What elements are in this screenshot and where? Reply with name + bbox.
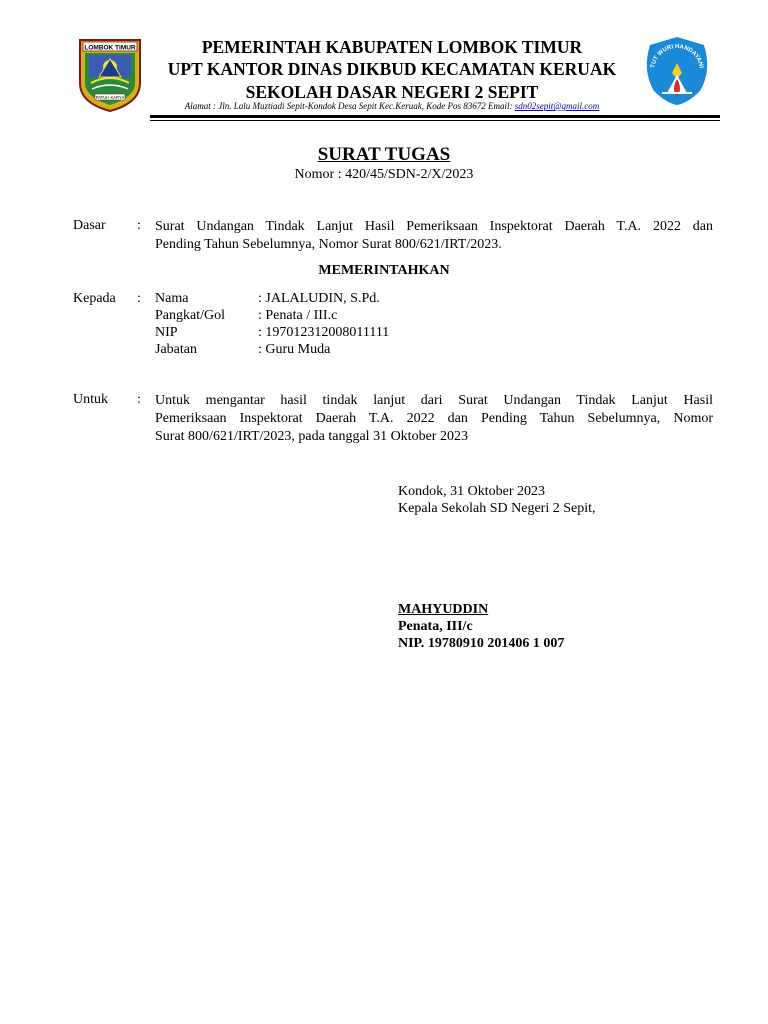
dasar-colon: :	[137, 218, 141, 233]
logo-left-label: LOMBOK TIMUR	[84, 44, 136, 52]
logo-right-motto: TUT WURI HANDAYANI	[650, 43, 704, 69]
field-value-nama: : JALALUDIN, S.Pd.	[258, 291, 380, 306]
field-value-jabatan: : Guru Muda	[258, 342, 331, 357]
dasar-label: Dasar	[73, 218, 106, 233]
lombok-timur-logo	[77, 37, 143, 113]
field-label-nip: NIP	[155, 325, 178, 340]
signature-name: MAHYUDDIN	[398, 602, 489, 617]
tut-wuri-handayani-logo	[640, 35, 714, 107]
untuk-colon: :	[137, 392, 141, 407]
untuk-line-1: Untuk mengantar hasil tindak lanjut dari Surat Undangan Tindak Lanjut Hasil	[155, 393, 713, 408]
field-value-nip: : 197012312008011111	[258, 325, 390, 340]
field-value-pangkat: : Penata / III.c	[258, 308, 338, 323]
signature-place-date: Kondok, 31 Oktober 2023	[398, 484, 545, 499]
dasar-line-1: Surat Undangan Tindak Lanjut Hasil Pemeriksaan Inspektorat Daerah T.A. 2022 dan	[155, 219, 713, 234]
untuk-line-3: Surat 800/621/IRT/2023, pada tanggal 31 Oktober 2023	[155, 429, 468, 444]
kepada-colon: :	[137, 291, 141, 306]
letter-title: SURAT TUGAS	[317, 144, 451, 165]
letter-number: Nomor : 420/45/SDN-2/X/2023	[294, 167, 474, 182]
signature-position: Kepala Sekolah SD Negeri 2 Sepit,	[398, 501, 596, 516]
untuk-label: Untuk	[73, 392, 108, 407]
kepada-label: Kepada	[73, 291, 116, 306]
field-label-pangkat: Pangkat/Gol	[155, 308, 225, 323]
header-address	[150, 101, 634, 111]
untuk-line-2: Pemeriksaan Inspektorat Daerah T.A. 2022 dan Pending Tahun Sebelumnya, Nomor	[155, 411, 713, 426]
field-label-nama: Nama	[155, 291, 189, 306]
memerintahkan-heading: MEMERINTAHKAN	[318, 263, 450, 278]
logo-left-motto: PATUH KARYA	[95, 94, 125, 100]
header-divider-thin	[150, 120, 720, 121]
header-government: PEMERINTAH KABUPATEN LOMBOK TIMUR	[201, 37, 583, 57]
signature-nip: NIP. 19780910 201406 1 007	[398, 636, 565, 651]
dasar-text	[155, 218, 713, 254]
header-school: SEKOLAH DASAR NEGERI 2 SEPIT	[245, 82, 539, 102]
address-text: Alamat : Jln. Lalu Muztiadi Sepit-Kondok Desa Sepit Kec.Keruak, Kode Pos 83672 Email:	[184, 101, 515, 111]
header-divider-thick	[150, 115, 720, 118]
field-label-jabatan: Jabatan	[155, 342, 197, 357]
dasar-line-2: Pending Tahun Sebelumnya, Nomor Surat 800/621/IRT/2023.	[155, 237, 502, 252]
signature-rank: Penata, III/c	[398, 619, 473, 634]
header-office: UPT KANTOR DINAS DIKBUD KECAMATAN KERUAK	[167, 59, 617, 79]
untuk-text	[155, 392, 713, 446]
email-link[interactable]: sdn02sepit@gmail.com	[514, 101, 600, 111]
